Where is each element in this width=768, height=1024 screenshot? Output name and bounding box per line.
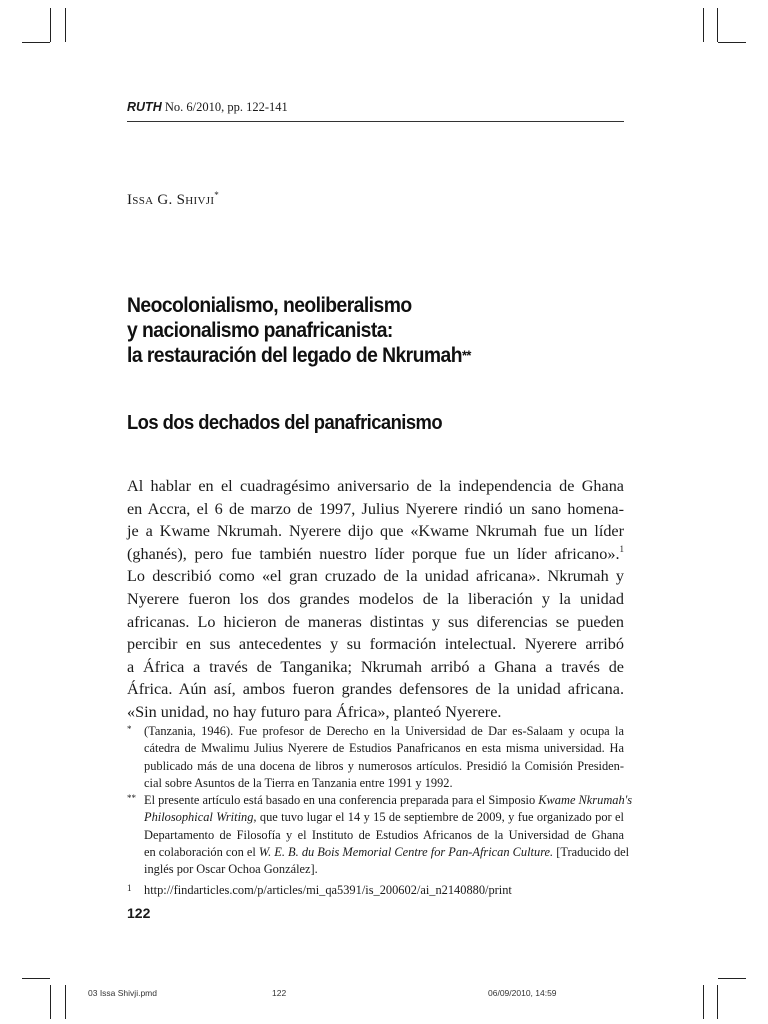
footnote-italic: W. E. B. du Bois Memorial Centre for Pan-African Culture.: [258, 845, 554, 860]
body-paragraph: [127, 475, 624, 724]
body-line: «Sin unidad, no hay futuro para África», planteó Nyerere.: [127, 702, 502, 721]
body-line: a África a través de Tanganika; Nkrumah arribó a Ghana a través de: [127, 657, 624, 676]
author-footnote-marker: *: [214, 190, 220, 200]
footnote-italic: Kwame Nkrumah's: [538, 793, 633, 808]
body-line: africanas. Lo hicieron de maneras distintas y sus diferencias se pueden: [127, 612, 624, 631]
footnote-text: El presente artículo está basado en una conferencia preparada para el Simposio: [144, 793, 539, 808]
footnote-mark: *: [127, 724, 132, 734]
footnote-mark: 1: [127, 882, 132, 893]
footnote-italic: Philosophical Writing: [144, 810, 254, 825]
body-line: en Accra, el 6 de marzo de 1997, Julius Nyerere rindió un sano homena-: [127, 499, 624, 518]
footnote-text: en colaboración con el: [144, 845, 259, 860]
author-line: [127, 190, 219, 209]
slug-filename: 03 Issa Shivji.pmd: [88, 988, 157, 998]
body-line: percibir en sus antecedentes y su formación intelectual. Nyerere arribó: [127, 635, 624, 654]
body-line: Nyerere fueron los dos grandes modelos de la liberación y la unidad: [127, 589, 624, 608]
crop-mark: [717, 985, 718, 1019]
footnote-article: [127, 792, 633, 878]
footnote-line: [144, 792, 633, 809]
body-line: África. Aún así, ambos fueron grandes defensores de la unidad africana.: [127, 680, 624, 699]
footnote-author: [127, 723, 624, 792]
footnote-line: cial sobre Asuntos de la Tierra en Tanzania entre 1991 y 1992.: [144, 775, 453, 790]
footnote-text: [Traducido del: [553, 845, 630, 860]
footnote-line: [144, 844, 630, 861]
footnote-mark: **: [127, 793, 136, 804]
body-line: Al hablar en el cuadragésimo aniversario de la independencia de Ghana: [127, 477, 624, 495]
page-number: 122: [127, 905, 151, 921]
crop-mark: [703, 8, 704, 42]
title-line: y nacionalismo panafricanista:: [127, 319, 393, 342]
crop-mark: [65, 985, 66, 1019]
body-line-text: (ghanés), pero fue también nuestro líder porque fue un líder africano».: [127, 544, 620, 563]
crop-mark: [65, 8, 66, 42]
crop-mark: [50, 8, 51, 42]
crop-mark: [703, 985, 704, 1019]
author-name: Issa G. Shivji: [127, 192, 215, 208]
footnote-line: Departamento de Filosofía y el Instituto de Estudios Africanos de la Universidad de Ghana: [144, 827, 624, 842]
footnotes: [127, 723, 633, 899]
footnote-line: publicado más de una docena de libros y numerosos artículos. Presidió la Comisión Presiden-: [144, 758, 624, 773]
slug-page: 122: [272, 988, 287, 998]
footnote-line: (Tanzania, 1946). Fue profesor de Derecho en la Universidad de Dar es-Salaam y ocupa la: [144, 724, 624, 738]
footnote-url: http://findarticles.com/p/articles/mi_qa5391/is_200602/ai_n2140880/print: [144, 882, 512, 897]
crop-mark: [50, 985, 51, 1019]
crop-mark: [718, 42, 746, 43]
header-rule: [127, 121, 624, 122]
body-line: je a Kwame Nkrumah. Nyerere dijo que «Kwame Nkrumah fue un líder: [127, 522, 624, 541]
footnote-text: , que tuvo lugar el 14 y 15 de septiembre de 2009, y fue organizado por el: [253, 810, 624, 825]
title-footnote-marker: **: [461, 347, 471, 363]
crop-mark: [22, 42, 50, 43]
footnote-line: cátedra de Mwalimu Julius Nyerere de Estudios Panafricanos en esta misma universidad. Ha: [144, 741, 624, 756]
slug-datetime: 06/09/2010, 14:59: [488, 988, 557, 998]
title-line-text: la restauración del legado de Nkrumah: [127, 344, 462, 367]
crop-mark: [22, 978, 50, 979]
crop-mark: [717, 8, 718, 42]
body-line: Lo describió como «el gran cruzado de la unidad africana». Nkrumah y: [127, 567, 624, 586]
crop-mark: [718, 978, 746, 979]
issue-info: No. 6/2010, pp. 122-141: [164, 100, 288, 114]
running-header: [127, 99, 624, 115]
article-title: [127, 293, 587, 368]
title-line: Neocolonialismo, neoliberalismo: [127, 294, 412, 317]
footnote-line: inglés por Oscar Ochoa González].: [144, 862, 318, 877]
journal-name: RUTH: [127, 100, 162, 114]
footnote-line: [144, 809, 624, 826]
body-line: [127, 543, 624, 566]
footnote-reference: 1: [619, 543, 624, 554]
footnote-source: [127, 882, 624, 899]
title-line: [127, 343, 587, 368]
section-heading: Los dos dechados del panafricanismo: [127, 412, 443, 434]
